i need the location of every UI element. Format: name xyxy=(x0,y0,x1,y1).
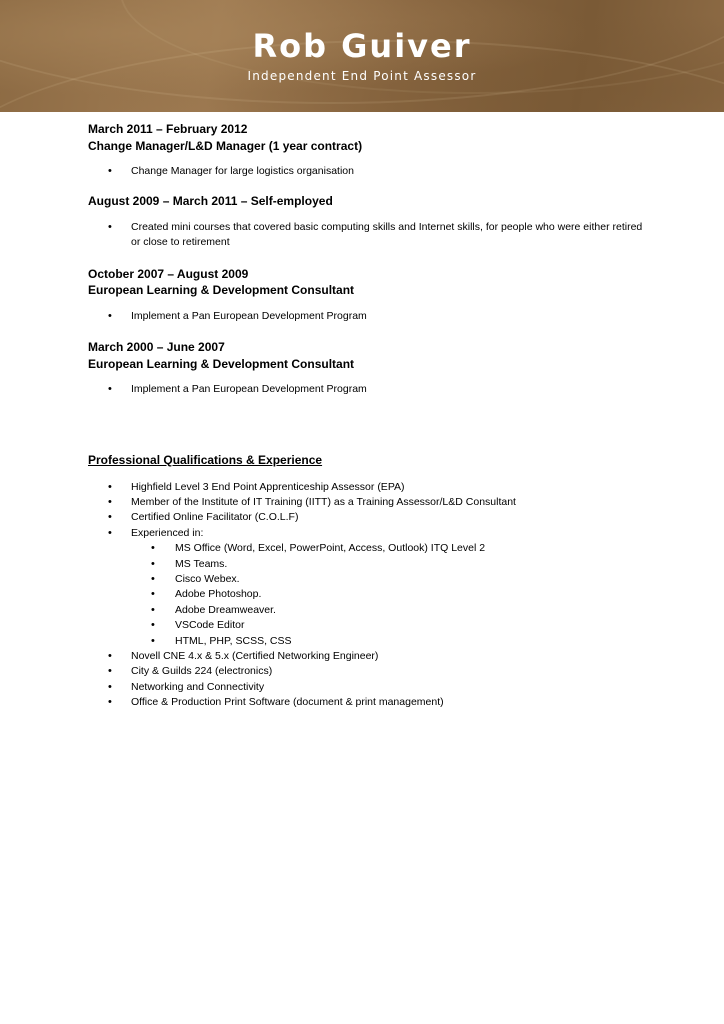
list-item: • Office & Production Print Software (document & print management) xyxy=(88,695,648,710)
job-bullets xyxy=(88,309,648,324)
list-item: • City & Guilds 224 (electronics) xyxy=(88,664,648,679)
list-item: • Networking and Connectivity xyxy=(88,680,648,695)
list-item: • Highfield Level 3 End Point Apprenticeship Assessor (EPA) xyxy=(88,480,648,495)
sub-list-item: • MS Teams. xyxy=(131,557,648,572)
list-item: • Change Manager for large logistics organisation xyxy=(88,164,648,179)
sub-list-item: • HTML, PHP, SCSS, CSS xyxy=(131,634,648,649)
sub-list-item: • Cisco Webex. xyxy=(131,572,648,587)
experienced-in-sublist xyxy=(131,541,648,649)
job-dates: March 2011 – February 2012 xyxy=(88,122,248,136)
sub-list-item: • Adobe Photoshop. xyxy=(131,587,648,602)
list-item: • Created mini courses that covered basic computing skills and Internet skills, for people who were either retired or close to retirement xyxy=(88,220,648,251)
list-item: • Implement a Pan European Development Program xyxy=(88,309,648,324)
sub-list-item: • Adobe Dreamweaver. xyxy=(131,603,648,618)
header-banner xyxy=(0,0,724,112)
qualifications-list xyxy=(88,480,648,711)
job-entry xyxy=(88,266,648,324)
job-dates: March 2000 – June 2007 xyxy=(88,340,225,355)
sub-list-item: • MS Office (Word, Excel, PowerPoint, Access, Outlook) ITQ Level 2 xyxy=(131,541,648,556)
sub-list-item: • VSCode Editor xyxy=(131,618,648,633)
job-dates: October 2007 – August 2009 xyxy=(88,266,249,281)
document-body xyxy=(88,121,648,711)
job-dates: August 2009 – March 2011 – Self-employed xyxy=(88,194,333,209)
section-heading: Professional Qualifications & Experience xyxy=(88,452,323,467)
person-title: Independent End Point Assessor xyxy=(247,69,477,83)
job-entry xyxy=(88,121,648,179)
list-item-experienced-in xyxy=(88,526,648,649)
qualifications-section xyxy=(88,452,648,711)
job-role: Change Manager/L&D Manager (1 year contract) xyxy=(88,138,363,153)
job-role: European Learning & Development Consultant xyxy=(88,356,355,371)
list-item: • Member of the Institute of IT Training (IITT) as a Training Assessor/L&D Consultant xyxy=(88,495,648,510)
list-item: • Novell CNE 4.x & 5.x (Certified Networking Engineer) xyxy=(88,649,648,664)
job-bullets xyxy=(88,382,648,397)
job-entry xyxy=(88,339,648,397)
job-bullets xyxy=(88,164,648,179)
job-role: European Learning & Development Consultant xyxy=(88,283,355,298)
job-bullets xyxy=(88,220,648,251)
list-item: • Certified Online Facilitator (C.O.L.F) xyxy=(88,510,648,525)
list-item-label: Experienced in: xyxy=(131,526,204,539)
person-name: Rob Guiver xyxy=(252,27,472,65)
list-item: • Implement a Pan European Development Program xyxy=(88,382,648,397)
job-entry xyxy=(88,193,648,250)
